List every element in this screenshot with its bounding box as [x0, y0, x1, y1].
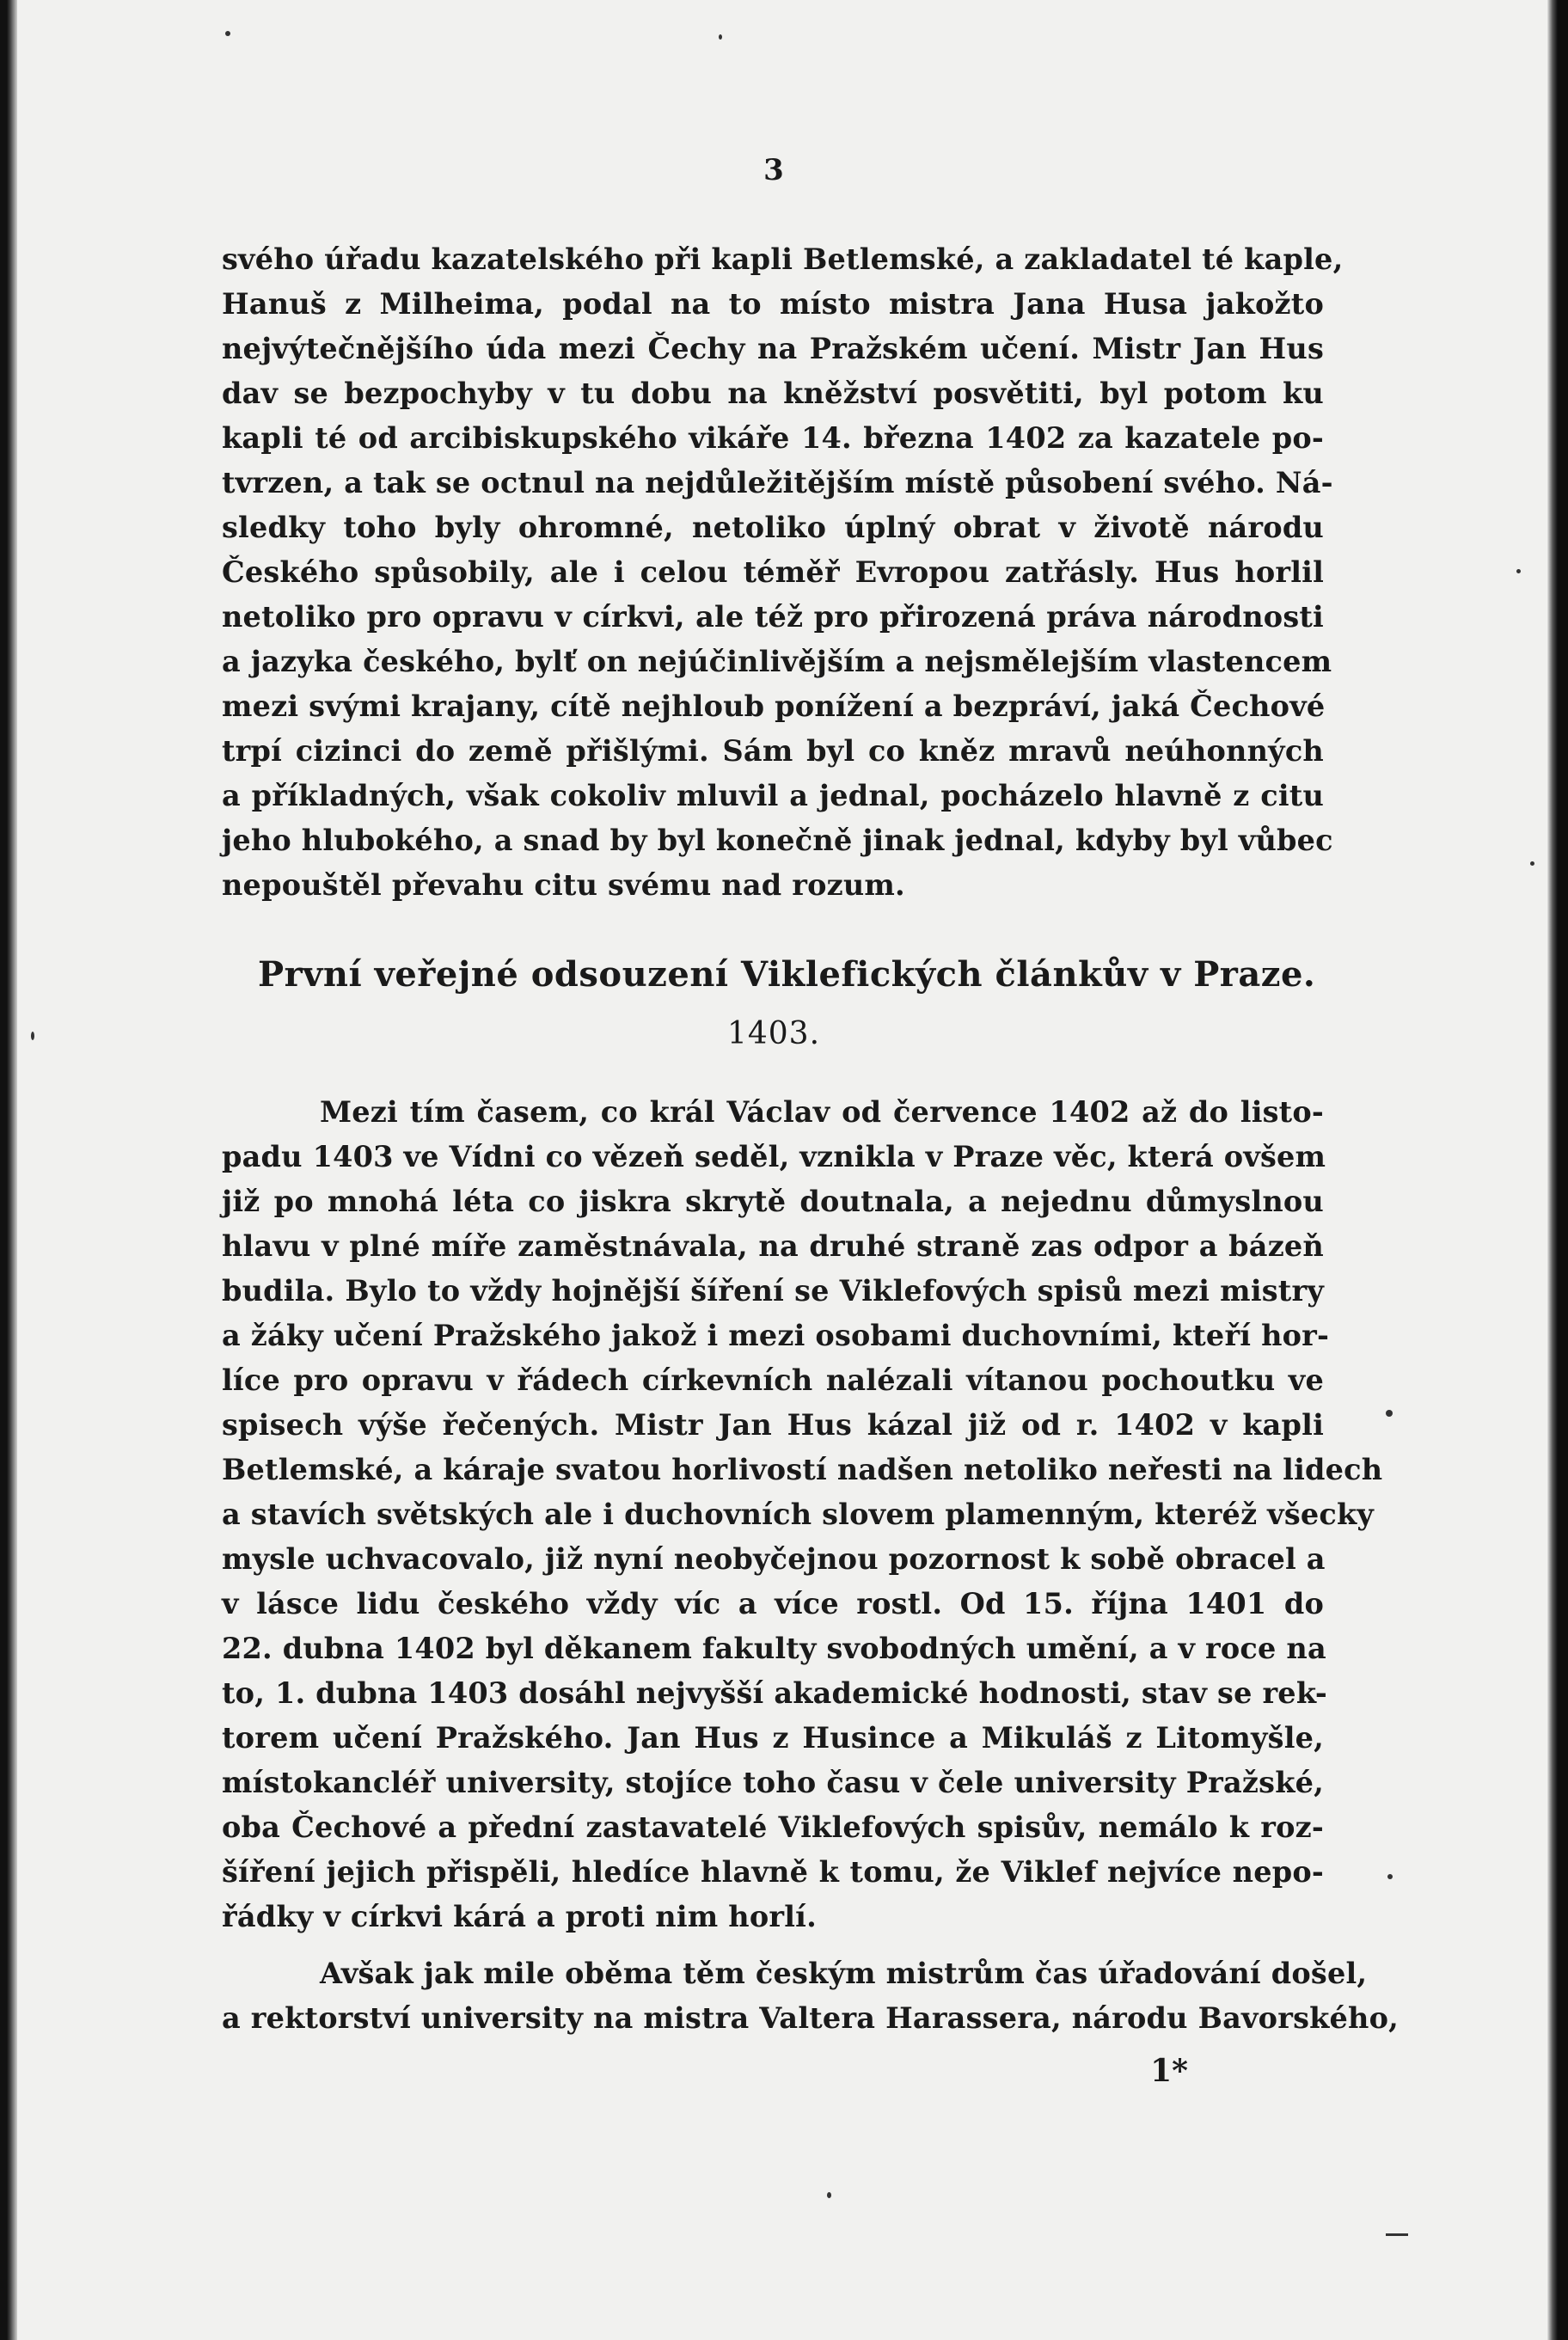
text-line: a rektorství university na mistra Valtera Harassera, národu Bavorského,: [222, 2001, 1400, 2035]
scan-speck: [1387, 1874, 1393, 1879]
text-line: hlavu v plné míře zaměstnávala, na druhé straně zas odpor a bázeň: [222, 1229, 1324, 1263]
text-line: šíření jejich přispěli, hledíce hlavně k tomu, že Viklef nejvíce nepo-: [222, 1855, 1324, 1889]
text-line: Betlemské, a káraje svatou horlivostí nadšen netoliko neřesti na lidech: [222, 1453, 1383, 1486]
text-line: svého úřadu kazatelského při kapli Betlemské, a zakladatel té kaple,: [222, 242, 1344, 276]
text-line: a stavích světských ale i duchovních slovem plamenným, kteréž všecky: [222, 1498, 1375, 1531]
text-line: nejvýtečnějšího úda mezi Čechy na Pražském učení. Mistr Jan Hus: [222, 332, 1324, 365]
text-line: jeho hlubokého, a snad by byl konečně jinak jednal, kdyby byl vůbec: [222, 824, 1333, 857]
text-line: Mezi tím časem, co král Václav od července 1402 až do listo-: [320, 1095, 1324, 1129]
text-line: tvrzen, a tak se octnul na nejdůležitějším místě působení svého. Ná-: [222, 466, 1333, 499]
text-line: a příkladných, však cokoliv mluvil a jednal, pocházelo hlavně z citu: [222, 779, 1324, 812]
text-line: spisech výše řečených. Mistr Jan Hus kázal již od r. 1402 v kapli: [222, 1408, 1324, 1442]
text-line: kapli té od arcibiskupského vikáře 14. března 1402 za kazatele po-: [222, 421, 1324, 455]
scan-speck: [1386, 1410, 1393, 1417]
text-line: a žáky učení Pražského jakož i mezi osobami duchovními, kteří hor-: [222, 1319, 1330, 1352]
text-line: netoliko pro opravu v církvi, ale též pro přirozená práva národnosti: [222, 600, 1324, 634]
text-line: 22. dubna 1402 byl děkanem fakulty svobodných umění, a v roce na: [222, 1632, 1326, 1665]
scan-speck: [827, 2192, 831, 2198]
text-line: mysle uchvacovalo, již nyní neobyčejnou pozornost k sobě obracel a: [222, 1542, 1326, 1576]
section-year: 1403.: [726, 1016, 821, 1051]
scan-speck: [31, 1032, 34, 1040]
text-line: torem učení Pražského. Jan Hus z Husince a Mikuláš z Litomyšle,: [222, 1721, 1324, 1755]
scan-right-edge: [1547, 0, 1568, 2340]
paragraph-1: [222, 237, 1344, 908]
text-line: Hanuš z Milheima, podal na to místo mistra Jana Husa jakožto: [222, 287, 1324, 321]
scan-speck: [225, 31, 230, 36]
section-heading: První veřejné odsouzení Viklefických článkův v Praze.: [258, 954, 1316, 995]
text-line: mezi svými krajany, cítě nejhloub ponížení a bezpráví, jaká Čechové: [222, 689, 1326, 723]
text-line: dav se bezpochyby v tu dobu na kněžství posvětiti, byl potom ku: [222, 377, 1324, 410]
text-line: a jazyka českého, bylť on nejúčinlivějším a nejsmělejším vlastencem: [222, 645, 1332, 678]
text-line: Avšak jak mile oběma těm českým mistrům čas úřadování došel,: [320, 1957, 1368, 1990]
text-line: budila. Bylo to vždy hojnější šíření se Viklefových spisů mezi mistry: [222, 1274, 1324, 1308]
scan-speck: [1386, 2233, 1408, 2236]
scan-speck: [1516, 569, 1521, 573]
text-line: již po mnohá léta co jiskra skrytě doutnala, a nejednu důmyslnou: [222, 1185, 1324, 1218]
paragraph-3: [222, 1951, 1400, 2041]
text-line: sledky toho byly ohromné, netoliko úplný obrat v životě národu: [222, 511, 1324, 544]
text-line: líce pro opravu v řádech církevních nalézali vítanou pochoutku ve: [222, 1363, 1324, 1397]
scan-speck: [1530, 861, 1534, 866]
text-line: to, 1. dubna 1403 dosáhl nejvyšší akademické hodnosti, stav se rek-: [222, 1676, 1327, 1710]
paragraph-2: [222, 1090, 1383, 1939]
text-line: trpí cizinci do země přišlými. Sám byl co kněz mravů neúhonných: [222, 734, 1324, 768]
signature-mark: 1*: [1150, 2053, 1188, 2089]
text-line: padu 1403 ve Vídni co vězeň seděl, vznikla v Praze věc, která ovšem: [222, 1140, 1326, 1173]
text-line: oba Čechové a přední zastavatelé Viklefových spisův, nemálo k roz-: [222, 1810, 1324, 1844]
text-line: místokancléř university, stojíce toho času v čele university Pražské,: [222, 1766, 1324, 1799]
text-line: řádky v církvi kárá a proti nim horlí.: [222, 1900, 817, 1933]
scan-speck: [719, 34, 722, 40]
text-line: Českého spůsobily, ale i celou téměř Evropou zatřásly. Hus horlil: [222, 555, 1324, 589]
page-number: 3: [763, 153, 784, 187]
scan-left-edge: [0, 0, 17, 2340]
text-line: v lásce lidu českého vždy víc a více rostl. Od 15. října 1401 do: [222, 1587, 1324, 1620]
text-line: nepouštěl převahu citu svému nad rozum.: [222, 868, 905, 902]
